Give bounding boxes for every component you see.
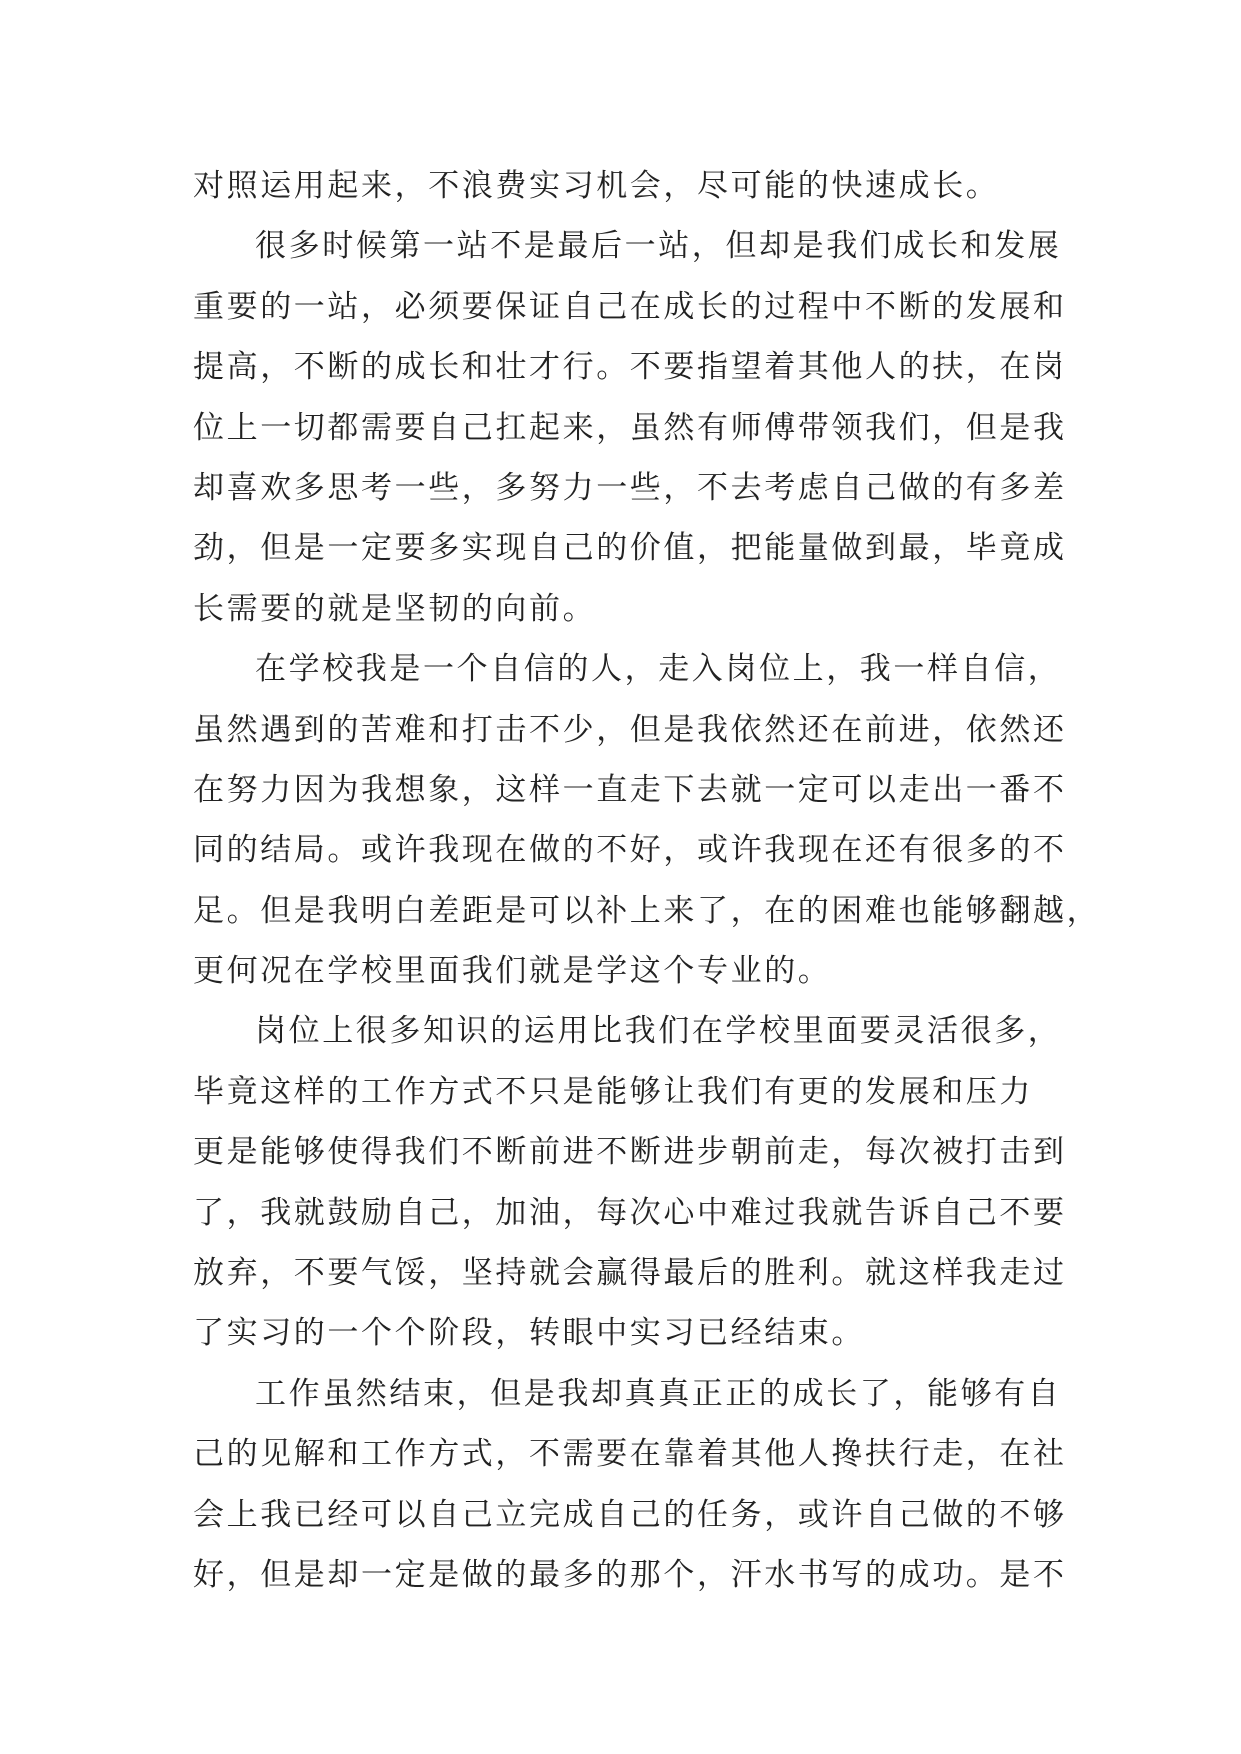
text-line: 却喜欢多思考一些，多努力一些，不去考虑自己做的有多差 [193,469,1067,506]
text-line: 虽然遇到的苦难和打击不少，但是我依然还在前进，依然还 [193,711,1067,748]
text-line: 放弃，不要气馁，坚持就会赢得最后的胜利。就这样我走过 [193,1255,1067,1292]
text-line: 对照运用起来，不浪费实习机会，尽可能的快速成长。 [193,168,1000,204]
text-line: 同的结局。或许我现在做的不好，或许我现在还有很多的不 [193,832,1067,869]
text-line: 劲，但是一定要多实现自己的价值，把能量做到最，毕竟成 [193,530,1067,567]
text-line: 很多时候第一站不是最后一站，但却是我们成长和发展 [255,228,1062,265]
text-line: 工作虽然结束，但是我却真真正正的成长了，能够有自 [255,1375,1062,1412]
text-line: 更是能够使得我们不断前进不断进步朝前走，每次被打击到 [193,1134,1067,1171]
text-line: 己的见解和工作方式，不需要在靠着其他人搀扶行走，在社 [193,1436,1067,1473]
text-line: 好，但是却一定是做的最多的那个，汗水书写的成功。是不 [193,1556,1067,1593]
text-line: 毕竟这样的工作方式不只是能够让我们有更的发展和压力 [193,1073,1033,1110]
text-line: 更何况在学校里面我们就是学这个专业的。 [193,953,832,990]
text-line: 位上一切都需要自己扛起来，虽然有师傅带领我们，但是我 [193,409,1067,446]
text-line: 长需要的就是坚韧的向前。 [193,590,597,627]
text-line: 足。但是我明白差距是可以补上来了，在的困难也能够翻越， [193,892,1101,929]
text-line: 在学校我是一个自信的人，走入岗位上，我一样自信， [255,651,1062,688]
document-body [193,156,1101,1605]
text-line: 岗位上很多知识的运用比我们在学校里面要灵活很多， [255,1013,1062,1050]
text-line: 在努力因为我想象，这样一直走下去就一定可以走出一番不 [193,771,1067,808]
text-line: 提高，不断的成长和壮才行。不要指望着其他人的扶，在岗 [193,349,1067,386]
text-line: 会上我已经可以自己立完成自己的任务，或许自己做的不够 [193,1496,1067,1533]
text-line: 重要的一站，必须要保证自己在成长的过程中不断的发展和 [193,288,1067,325]
text-line: 了，我就鼓励自己，加油，每次心中难过我就告诉自己不要 [193,1194,1067,1231]
text-line: 了实习的一个个阶段，转眼中实习已经结束。 [193,1315,865,1352]
